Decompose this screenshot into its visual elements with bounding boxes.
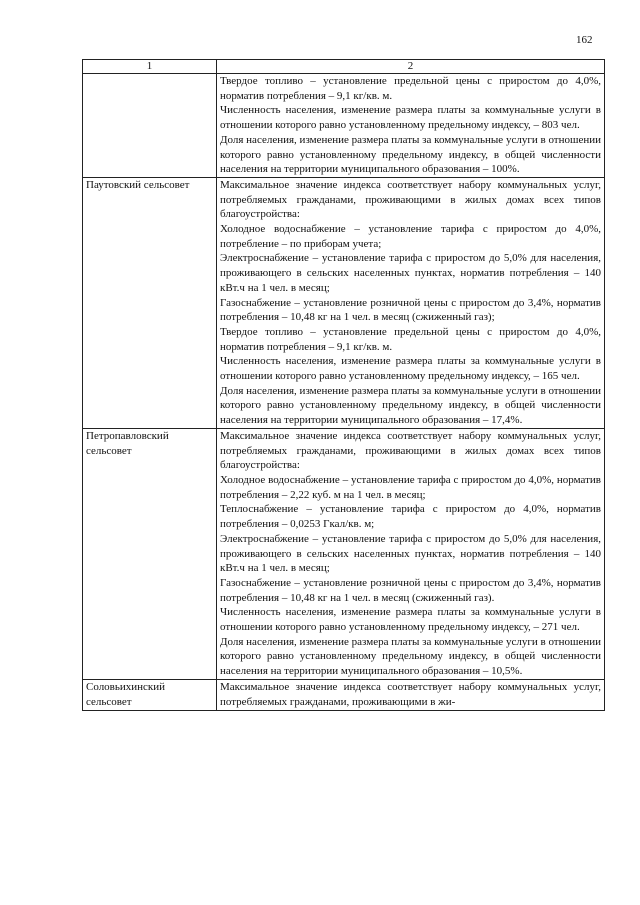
- municipality-name: Соловьихинский сельсовет: [83, 679, 217, 710]
- description-paragraph: Численность населения, изменение размера платы за коммунальные услуги в отношении которого равно установленному предельному индексу, – 165 чел.: [220, 355, 601, 383]
- description-paragraph: Газоснабжение – установление розничной цены с приростом до 3,4%, норматив потребления – 10,48 кг на 1 чел. в месяц (сжиженный газ);: [220, 296, 601, 324]
- column-header-1: 1: [83, 60, 217, 74]
- description-paragraph: Твердое топливо – установление предельной цены с приростом до 4,0%, норматив потребления – 9,1 кг/кв. м.: [220, 75, 601, 102]
- municipality-description: [217, 679, 605, 710]
- table-row: [83, 679, 605, 710]
- description-paragraph: Максимальное значение индекса соответствует набору коммунальных услуг, потребляемых гражданами, проживающими в жилых домах всех типов благоустройства:: [220, 429, 601, 472]
- description-paragraph: Газоснабжение – установление розничной цены с приростом до 3,4%, норматив потребления – 10,48 кг на 1 чел. в месяц (сжиженный газ).: [220, 576, 601, 604]
- description-paragraph: Твердое топливо – установление предельной цены с приростом до 4,0%, норматив потребления – 9,1 кг/кв. м.: [220, 325, 601, 353]
- municipality-name: [83, 74, 217, 178]
- description-paragraph: Электроснабжение – установление тарифа с приростом до 5,0% для населения, проживающего в сельских населенных пунктах, норматив потребления – 140 кВт.ч на 1 чел. в месяц;: [220, 532, 601, 575]
- table-row: [83, 177, 605, 428]
- municipal-index-table: [82, 59, 605, 711]
- page-number: 162: [576, 34, 593, 46]
- description-paragraph: Максимальное значение индекса соответствует набору коммунальных услуг, потребляемых гражданами, проживающими в жи-: [220, 680, 601, 708]
- municipality-name: Петропавловский сельсовет: [83, 428, 217, 679]
- table-row: [83, 74, 605, 178]
- description-paragraph: Численность населения, изменение размера платы за коммунальные услуги в отношении которого равно установленному предельному индексу, – 803 чел.: [220, 104, 601, 132]
- description-paragraph: Доля населения, изменение размера платы за коммунальные услуги в отношении которого равно установленному предельному индексу, в общей численности населения на территории муниципального образования – 17,4%.: [220, 384, 601, 427]
- municipality-description: [217, 74, 605, 178]
- table-row: [83, 428, 605, 679]
- column-header-2: 2: [217, 60, 605, 74]
- municipality-description: [217, 177, 605, 428]
- description-paragraph: Теплоснабжение – установление тарифа с приростом до 4,0%, норматив потребления – 0,0253 Гкал/кв. м;: [220, 503, 601, 531]
- municipality-name: Паутовский сельсовет: [83, 177, 217, 428]
- description-paragraph: Численность населения, изменение размера платы за коммунальные услуги в отношении которого равно установленному предельному индексу, – 271 чел.: [220, 606, 601, 634]
- description-paragraph: Доля населения, изменение размера платы за коммунальные услуги в отношении которого равно установленному предельному индексу, в общей численности населения на территории муниципального образования – 10,5%.: [220, 635, 601, 678]
- description-paragraph: Максимальное значение индекса соответствует набору коммунальных услуг, потребляемых гражданами, проживающими в жилых домах всех типов благоустройства:: [220, 178, 601, 221]
- municipality-description: [217, 428, 605, 679]
- table-header-row: [83, 60, 605, 74]
- description-paragraph: Доля населения, изменение размера платы за коммунальные услуги в отношении которого равно установленному предельному индексу, в общей численности населения на территории муниципального образования – 100%.: [220, 133, 601, 176]
- description-paragraph: Холодное водоснабжение – установление тарифа с приростом до 4,0%, норматив потребления – 2,22 куб. м на 1 чел. в месяц;: [220, 473, 601, 501]
- description-paragraph: Холодное водоснабжение – установление тарифа с приростом до 4,0%, потребление – по приборам учета;: [220, 223, 601, 250]
- description-paragraph: Электроснабжение – установление тарифа с приростом до 5,0% для населения, проживающего в сельских населенных пунктах, норматив потребления – 140 кВт.ч на 1 чел. в месяц;: [220, 252, 601, 294]
